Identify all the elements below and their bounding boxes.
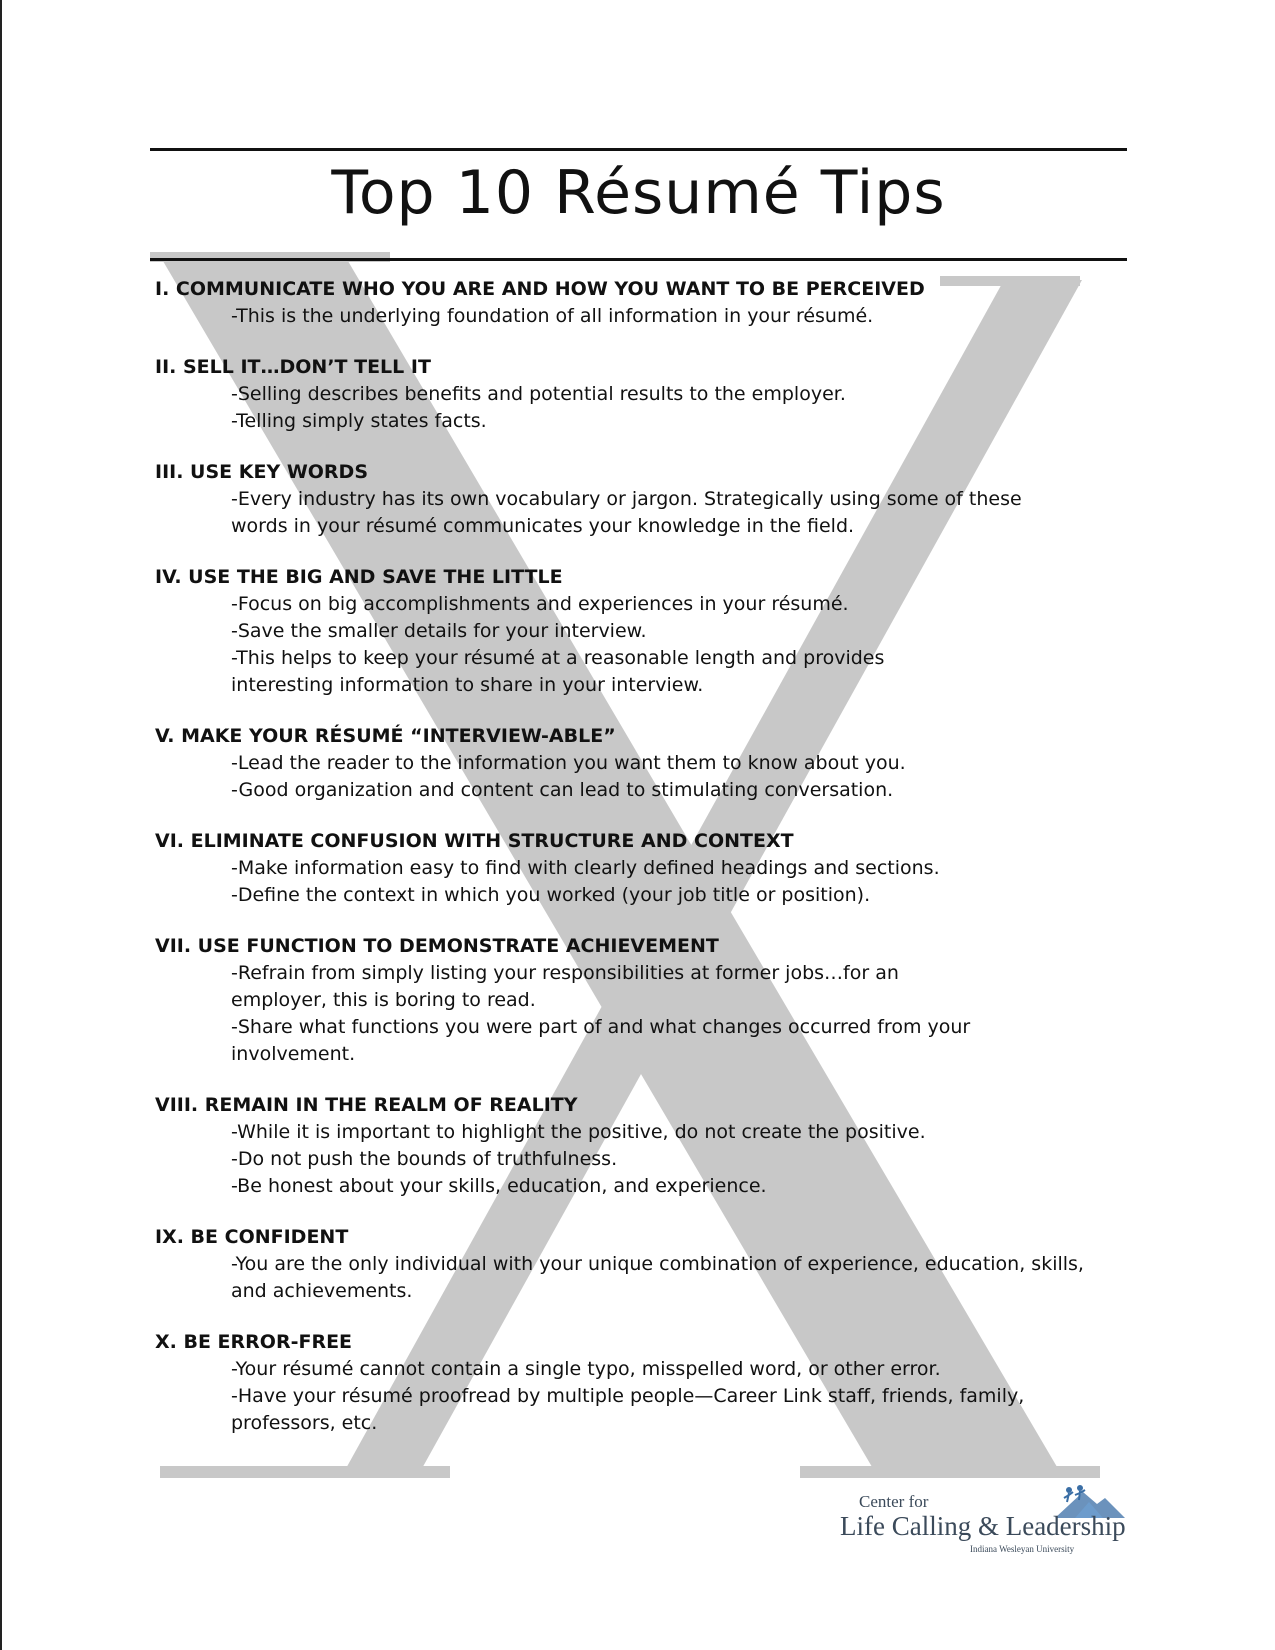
tip-detail-line: -You are the only individual with your unique combination of experience, education, skills,	[231, 1253, 1084, 1275]
tip-detail-line: professors, etc.	[231, 1412, 378, 1434]
tip-section	[155, 459, 1125, 540]
logo-line-center-for: Center for	[859, 1492, 929, 1511]
tip-section	[155, 1092, 1125, 1200]
tips-list	[155, 276, 1125, 1461]
tip-detail-line: -Have your résumé proofread by multiple people—Career Link staff, friends, family,	[231, 1385, 1025, 1407]
tip-section	[155, 723, 1125, 804]
tip-heading: III. USE KEY WORDS	[155, 461, 369, 483]
tip-detail-line: -Refrain from simply listing your responsibilities at former jobs…for an	[231, 962, 899, 984]
title-underline-rule	[150, 258, 1127, 261]
tip-section	[155, 828, 1125, 909]
tip-detail-line: interesting information to share in your interview.	[231, 674, 704, 696]
tip-section	[155, 1329, 1125, 1437]
tip-heading: VI. ELIMINATE CONFUSION WITH STRUCTURE AND CONTEXT	[155, 830, 794, 852]
tip-heading: X. BE ERROR-FREE	[155, 1331, 353, 1353]
tip-detail-line: -Good organization and content can lead to stimulating conversation.	[231, 779, 894, 801]
tip-detail-line: and achievements.	[231, 1280, 413, 1302]
tip-detail-line: employer, this is boring to read.	[231, 989, 536, 1011]
tip-section	[155, 1224, 1125, 1305]
tip-section	[155, 276, 1125, 330]
tip-heading: V. MAKE YOUR RÉSUMÉ “INTERVIEW-ABLE”	[155, 725, 616, 747]
tip-detail-line: -Save the smaller details for your interview.	[231, 620, 647, 642]
tip-detail-line: -This is the underlying foundation of all information in your résumé.	[231, 305, 874, 327]
tip-heading: I. COMMUNICATE WHO YOU ARE AND HOW YOU WANT TO BE PERCEIVED	[155, 278, 925, 300]
logo-line-main: Life Calling & Leadership	[840, 1511, 1126, 1541]
tip-section	[155, 354, 1125, 435]
tip-heading: IX. BE CONFIDENT	[155, 1226, 349, 1248]
tip-detail-line: -Share what functions you were part of and what changes occurred from your	[231, 1016, 971, 1038]
page-title: Top 10 Résumé Tips	[331, 158, 946, 228]
tip-detail-line: -This helps to keep your résumé at a reasonable length and provides	[231, 647, 885, 669]
tip-detail-line: -Make information easy to find with clearly defined headings and sections.	[231, 857, 940, 879]
tip-detail-line: -Selling describes benefits and potential results to the employer.	[231, 383, 846, 405]
tip-detail-line: -Define the context in which you worked (your job title or position).	[231, 884, 871, 906]
tip-detail-line: -While it is important to highlight the positive, do not create the positive.	[231, 1121, 926, 1143]
organization-logo	[840, 1492, 1130, 1556]
tip-heading: VIII. REMAIN IN THE REALM OF REALITY	[155, 1094, 578, 1116]
tip-section	[155, 564, 1125, 699]
tip-detail-line: -Every industry has its own vocabulary or jargon. Strategically using some of these	[231, 488, 1022, 510]
tip-detail-line: involvement.	[231, 1043, 356, 1065]
tip-heading: VII. USE FUNCTION TO DEMONSTRATE ACHIEVEMENT	[155, 935, 719, 957]
tip-heading: II. SELL IT…DON’T TELL IT	[155, 356, 431, 378]
tip-heading: IV. USE THE BIG AND SAVE THE LITTLE	[155, 566, 563, 588]
tip-detail-line: -Telling simply states facts.	[231, 410, 487, 432]
tip-detail-line: -Be honest about your skills, education, and experience.	[231, 1175, 767, 1197]
top-rule	[150, 148, 1127, 151]
tip-detail-line: -Your résumé cannot contain a single typo, misspelled word, or other error.	[231, 1358, 941, 1380]
tip-detail-line: words in your résumé communicates your knowledge in the field.	[231, 515, 855, 537]
tip-detail-line: -Do not push the bounds of truthfulness.	[231, 1148, 618, 1170]
logo-line-university: Indiana Wesleyan University	[970, 1544, 1075, 1554]
tip-detail-line: -Focus on big accomplishments and experiences in your résumé.	[231, 593, 849, 615]
tip-section	[155, 933, 1125, 1068]
tip-detail-line: -Lead the reader to the information you want them to know about you.	[231, 752, 906, 774]
